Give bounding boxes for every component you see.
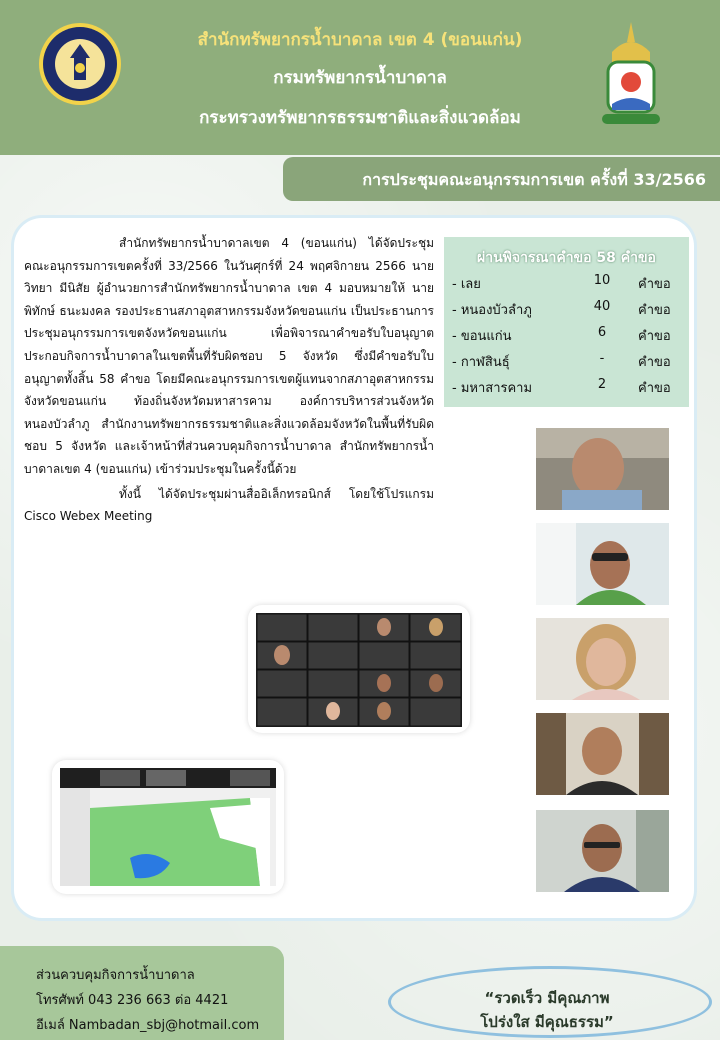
summary-row <box>452 351 682 375</box>
meeting-title-bar <box>283 157 720 201</box>
province-name: - กาฬสินธุ์ <box>452 355 510 370</box>
ministry-emblem <box>598 22 664 130</box>
summary-title: ผ่านพิจารณาคำขอ 58 คำขอ <box>477 250 656 266</box>
province-name: - หนองบัวลำภู <box>452 303 532 318</box>
participant-photo <box>536 618 669 700</box>
map-presentation-screenshot <box>60 768 276 886</box>
map-presentation-frame <box>52 760 284 894</box>
contact-department: ส่วนควบคุมกิจการน้ำบาดาล <box>36 968 195 983</box>
ministry-name: กระทรวงทรัพยากรธรรมชาติและสิ่งแวดล้อม <box>199 108 521 128</box>
meeting-title: การประชุมคณะอนุกรรมการเขต ครั้งที่ 33/2566 <box>362 170 706 189</box>
summary-row <box>452 377 682 401</box>
request-unit: คำขอ <box>638 329 671 344</box>
summary-row <box>452 325 682 349</box>
summary-box <box>444 237 689 407</box>
department-logo <box>38 22 122 106</box>
province-name: - มหาสารคาม <box>452 381 533 396</box>
department-name: กรมทรัพยากรน้ำบาดาล <box>273 68 447 88</box>
office-name: สำนักทรัพยากรน้ำบาดาล เขต 4 (ขอนแก่น) <box>197 30 523 50</box>
participant-photo <box>536 713 669 795</box>
request-count: 6 <box>597 325 607 340</box>
contact-email: อีเมล์ Nambadan_sbj@hotmail.com <box>36 1018 260 1033</box>
request-count: 40 <box>593 299 611 314</box>
participant-photo <box>536 428 669 510</box>
slogan-line-1: “รวดเร็ว มีคุณภาพ <box>484 989 610 1007</box>
request-unit: คำขอ <box>638 277 671 292</box>
webex-gallery-frame <box>248 605 470 733</box>
participant-photo <box>536 810 669 892</box>
participant-photo <box>536 523 669 605</box>
request-count: - <box>599 351 605 366</box>
request-count: 2 <box>597 377 607 392</box>
contact-phone: โทรศัพท์ 043 236 663 ต่อ 4421 <box>36 993 229 1008</box>
article-paragraph-1: สำนักทรัพยากรน้ำบาดาลเขต 4 (ขอนแก่น) ได้จัดประชุมคณะอนุกรรมการเขตครั้งที่ 33/2566 ในวันศุกร์ที่ 24 พฤศจิกายน 2566 นายวิทยา มีนิสัย ผู้อำนวยการสำนักทรัพยากรน้ำบาดาล เขต 4 มอบหมายให้ นายพิทักษ์ ธนะมงคล รองประธานสภาอุตสาหกรรมจังหวัดขอนแก่น เป็นประธานการประชุมอนุกรรมการเขตจังหวัดขอนแก่น เพื่อพิจารณาคำขอรับใบอนุญาตประกอบกิจการน้ำบาดาลในเขตพื้นที่รับผิดชอบ 5 จังหวัด ซึ่งมีคำขอรับใบอนุญาตทั้งสิ้น 58 คำขอ โดยมีคณะอนุกรรมการเขตผู้แทนจากสภาอุตสาหกรรมจังหวัดขอนแก่น ท้องถิ่นจังหวัดมหาสารคาม องค์การบริหารส่วนจังหวัดหนองบัวลำภู สำนักงานทรัพยากรธรรมชาติและสิ่งแวดล้อมจังหวัดในพื้นที่รับผิดชอบ 5 จังหวัด และเจ้าหน้าที่ส่วนควบคุมกิจการน้ำบาดาล สำนักทรัพยากรน้ำบาดาลเขต 4 (ขอนแก่น) เข้าร่วมประชุมในครั้งนี้ด้วย <box>24 236 434 476</box>
article-paragraph-2: ทั้งนี้ ได้จัดประชุมผ่านสื่ออิเล็กทรอนิกส์ โดยใช้โปรแกรม Cisco Webex Meeting <box>24 486 434 524</box>
province-name: - ขอนแก่น <box>452 329 512 344</box>
province-name: - เลย <box>452 277 481 292</box>
request-unit: คำขอ <box>638 303 671 318</box>
slogan-line-2: โปร่งใส มีคุณธรรม” <box>480 1013 614 1031</box>
request-count: 10 <box>593 273 611 288</box>
summary-row <box>452 299 682 323</box>
article-body <box>24 232 434 528</box>
webex-gallery-screenshot <box>256 613 462 727</box>
request-unit: คำขอ <box>638 381 671 396</box>
request-unit: คำขอ <box>638 355 671 370</box>
summary-row <box>452 273 682 297</box>
